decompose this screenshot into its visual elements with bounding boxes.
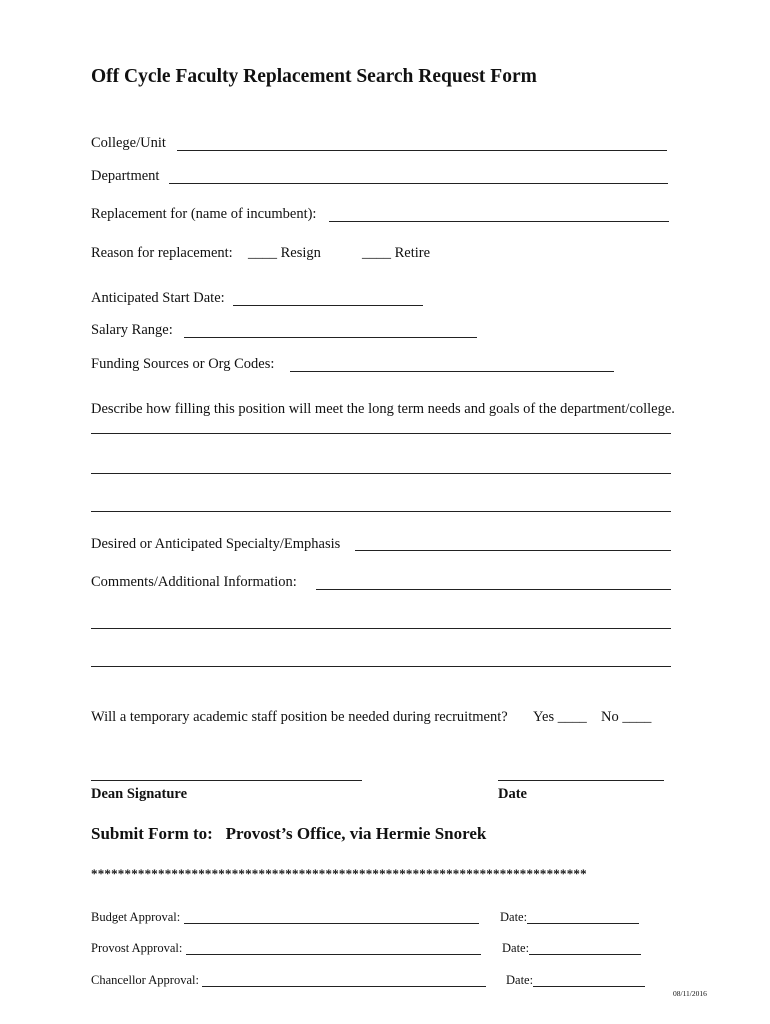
start-date-field[interactable] [233, 305, 423, 306]
provost-date-field[interactable] [529, 954, 641, 955]
form-title: Off Cycle Faculty Replacement Search Request Form [91, 66, 537, 87]
comments-field[interactable] [316, 589, 671, 590]
resign-blank: ____ [248, 245, 277, 261]
signature-date-line[interactable] [498, 780, 664, 781]
provost-date-label: Date: [502, 941, 530, 955]
start-date-label: Anticipated Start Date: [91, 290, 225, 306]
comments-line-2[interactable] [91, 628, 671, 629]
describe-line-1[interactable] [91, 433, 671, 434]
chancellor-approval-field[interactable] [202, 986, 486, 987]
dean-signature-line[interactable] [91, 780, 362, 781]
retire-label: Retire [394, 245, 431, 261]
funding-field[interactable] [290, 371, 614, 372]
budget-approval-label: Budget Approval: [91, 910, 181, 924]
specialty-field[interactable] [355, 550, 671, 551]
salary-range-field[interactable] [184, 337, 477, 338]
reason-label: Reason for replacement: [91, 245, 233, 261]
signature-date-label: Date [498, 786, 527, 802]
temporary-question [91, 709, 508, 726]
describe-line-3[interactable] [91, 511, 671, 512]
footer-date: 08/11/2016 [673, 989, 707, 998]
college-unit-field[interactable] [177, 150, 667, 151]
specialty-label: Desired or Anticipated Specialty/Emphasis [91, 536, 341, 552]
budget-date-label: Date: [500, 910, 528, 924]
budget-approval-field[interactable] [184, 923, 479, 924]
retire-blank: ____ [362, 245, 391, 261]
yes-option[interactable]: Yes ____ [533, 709, 587, 725]
describe-line-2[interactable] [91, 473, 671, 474]
resign-option[interactable] [248, 245, 321, 262]
department-label: Department [91, 168, 160, 184]
department-field[interactable] [169, 183, 668, 184]
comments-line-3[interactable] [91, 666, 671, 667]
describe-label: Describe how filling this position will meet the long term needs and goals of the department/college. [91, 401, 675, 417]
chancellor-date-label: Date: [506, 973, 534, 987]
submit-instructions: Submit Form to: Provost’s Office, via Hermie Snorek [91, 824, 487, 843]
resign-label: Resign [280, 245, 321, 261]
salary-range-label: Salary Range: [91, 322, 173, 338]
replacement-for-label: Replacement for (name of incumbent): [91, 206, 317, 222]
no-option[interactable]: No ____ [601, 709, 652, 725]
provost-approval-label: Provost Approval: [91, 941, 183, 955]
replacement-for-field[interactable] [329, 221, 669, 222]
dean-signature-label: Dean Signature [91, 786, 188, 802]
temporary-label: Will a temporary academic staff position be needed during recruitment? [91, 709, 508, 725]
provost-approval-field[interactable] [186, 954, 481, 955]
chancellor-date-field[interactable] [533, 986, 645, 987]
separator: ************************************************************************** [91, 866, 587, 881]
funding-label: Funding Sources or Org Codes: [91, 356, 275, 372]
retire-option[interactable] [362, 245, 430, 262]
comments-label: Comments/Additional Information: [91, 574, 297, 590]
budget-date-field[interactable] [527, 923, 639, 924]
college-unit-label: College/Unit [91, 135, 166, 151]
chancellor-approval-label: Chancellor Approval: [91, 973, 199, 987]
